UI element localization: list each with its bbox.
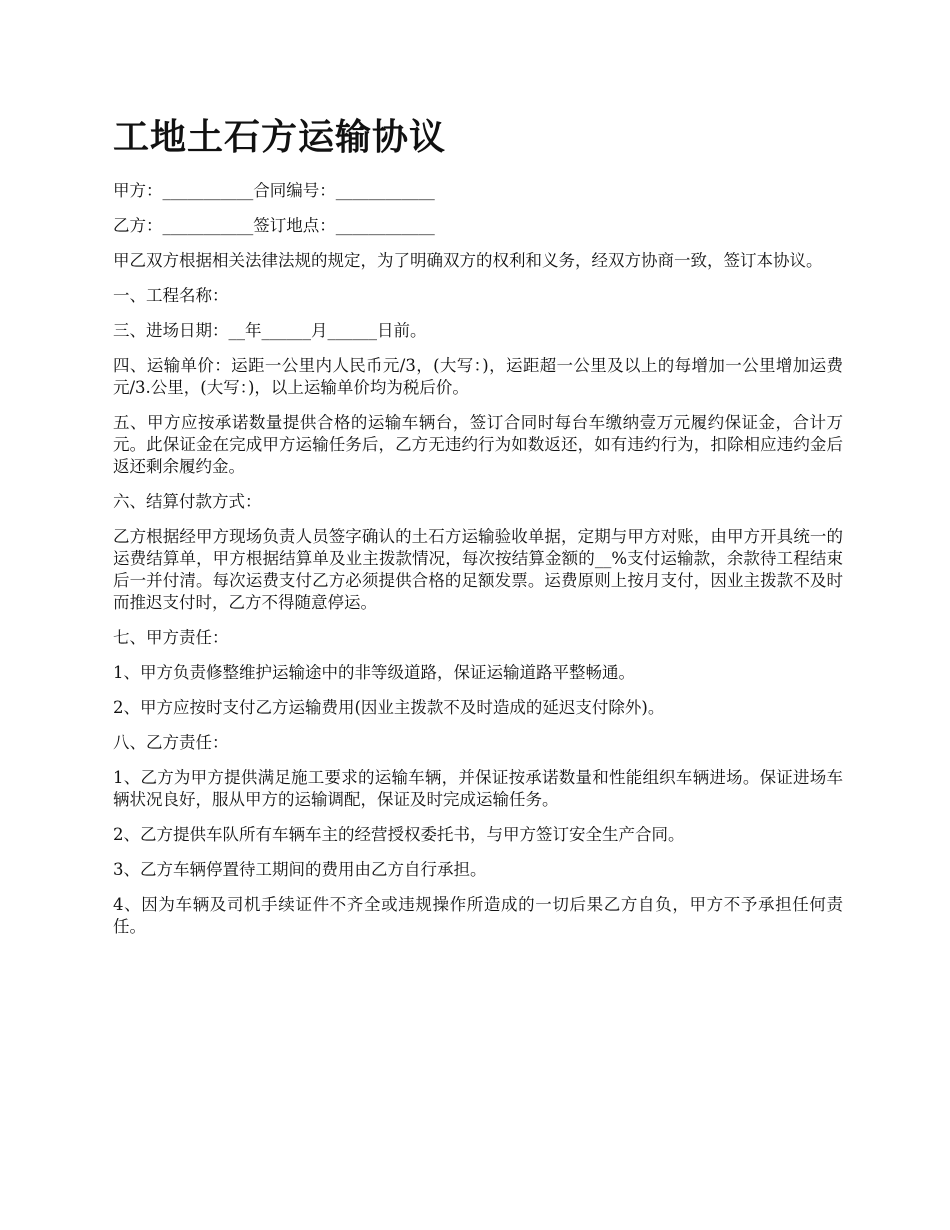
settlement-paragraph: 乙方根据经甲方现场负责人员签字确认的土石方运输验收单据，定期与甲方对账，由甲方开具统一的运费结算单，甲方根据结算单及业主拨款情况，每次按结算金额的__%支付运输款，余款待工程结束后一并付清。每次运费支付乙方必须提供合格的足额发票。运费原则上按月支付，因业主拨款不及时而推迟支付时，乙方不得随意停运。	[113, 527, 843, 612]
deposit-paragraph: 五、甲方应按承诺数量提供合格的运输车辆台，签订合同时每台车缴纳壹万元履约保证金，合计万元。此保证金在完成甲方运输任务后，乙方无违约行为如数返还，如有违约行为，扣除相应违约金后返还剩余履约金。	[113, 413, 843, 476]
party-b-duty-item: 3、乙方车辆停置待工期间的费用由乙方自行承担。	[113, 860, 487, 879]
preamble-paragraph: 甲乙双方根据相关法律法规的规定，为了明确双方的权利和义务，经双方协商一致，签订本协议。	[113, 251, 823, 270]
party-b-duties-heading: 八、乙方责任：	[113, 733, 229, 752]
party-a-line: 甲方：___________合同编号：____________	[113, 181, 435, 200]
project-name-heading: 一、工程名称：	[113, 286, 229, 305]
party-a-duty-item: 1、甲方负责修整维护运输途中的非等级道路，保证运输道路平整畅通。	[113, 663, 635, 682]
settlement-heading: 六、结算付款方式：	[113, 492, 262, 511]
party-b-line: 乙方：___________签订地点：____________	[113, 216, 435, 235]
entry-date-line: 三、进场日期：__年______月______日前。	[113, 321, 427, 340]
unit-price-paragraph: 四、运输单价：运距一公里内人民币元/3，(大写：)，运距超一公里及以上的每增加一公里增加运费元/3.公里，(大写：)，以上运输单价均为税后价。	[113, 356, 843, 397]
document-body	[113, 180, 843, 951]
party-b-duty-item: 2、乙方提供车队所有车辆车主的经营授权委托书，与甲方签订安全生产合同。	[113, 825, 685, 844]
party-b-duty-item: 1、乙方为甲方提供满足施工要求的运输车辆，并保证按承诺数量和性能组织车辆进场。保证进场车辆状况良好，服从甲方的运输调配，保证及时完成运输任务。	[113, 768, 843, 809]
party-b-duty-item: 4、因为车辆及司机手续证件不齐全或违规操作所造成的一切后果乙方自负，甲方不予承担任何责任。	[113, 895, 843, 936]
party-a-duties-heading: 七、甲方责任：	[113, 628, 229, 647]
document-title: 工地土石方运输协议	[113, 116, 447, 158]
party-a-duty-item: 2、甲方应按时支付乙方运输费用(因业主拨款不及时造成的延迟支付除外)。	[113, 698, 665, 717]
